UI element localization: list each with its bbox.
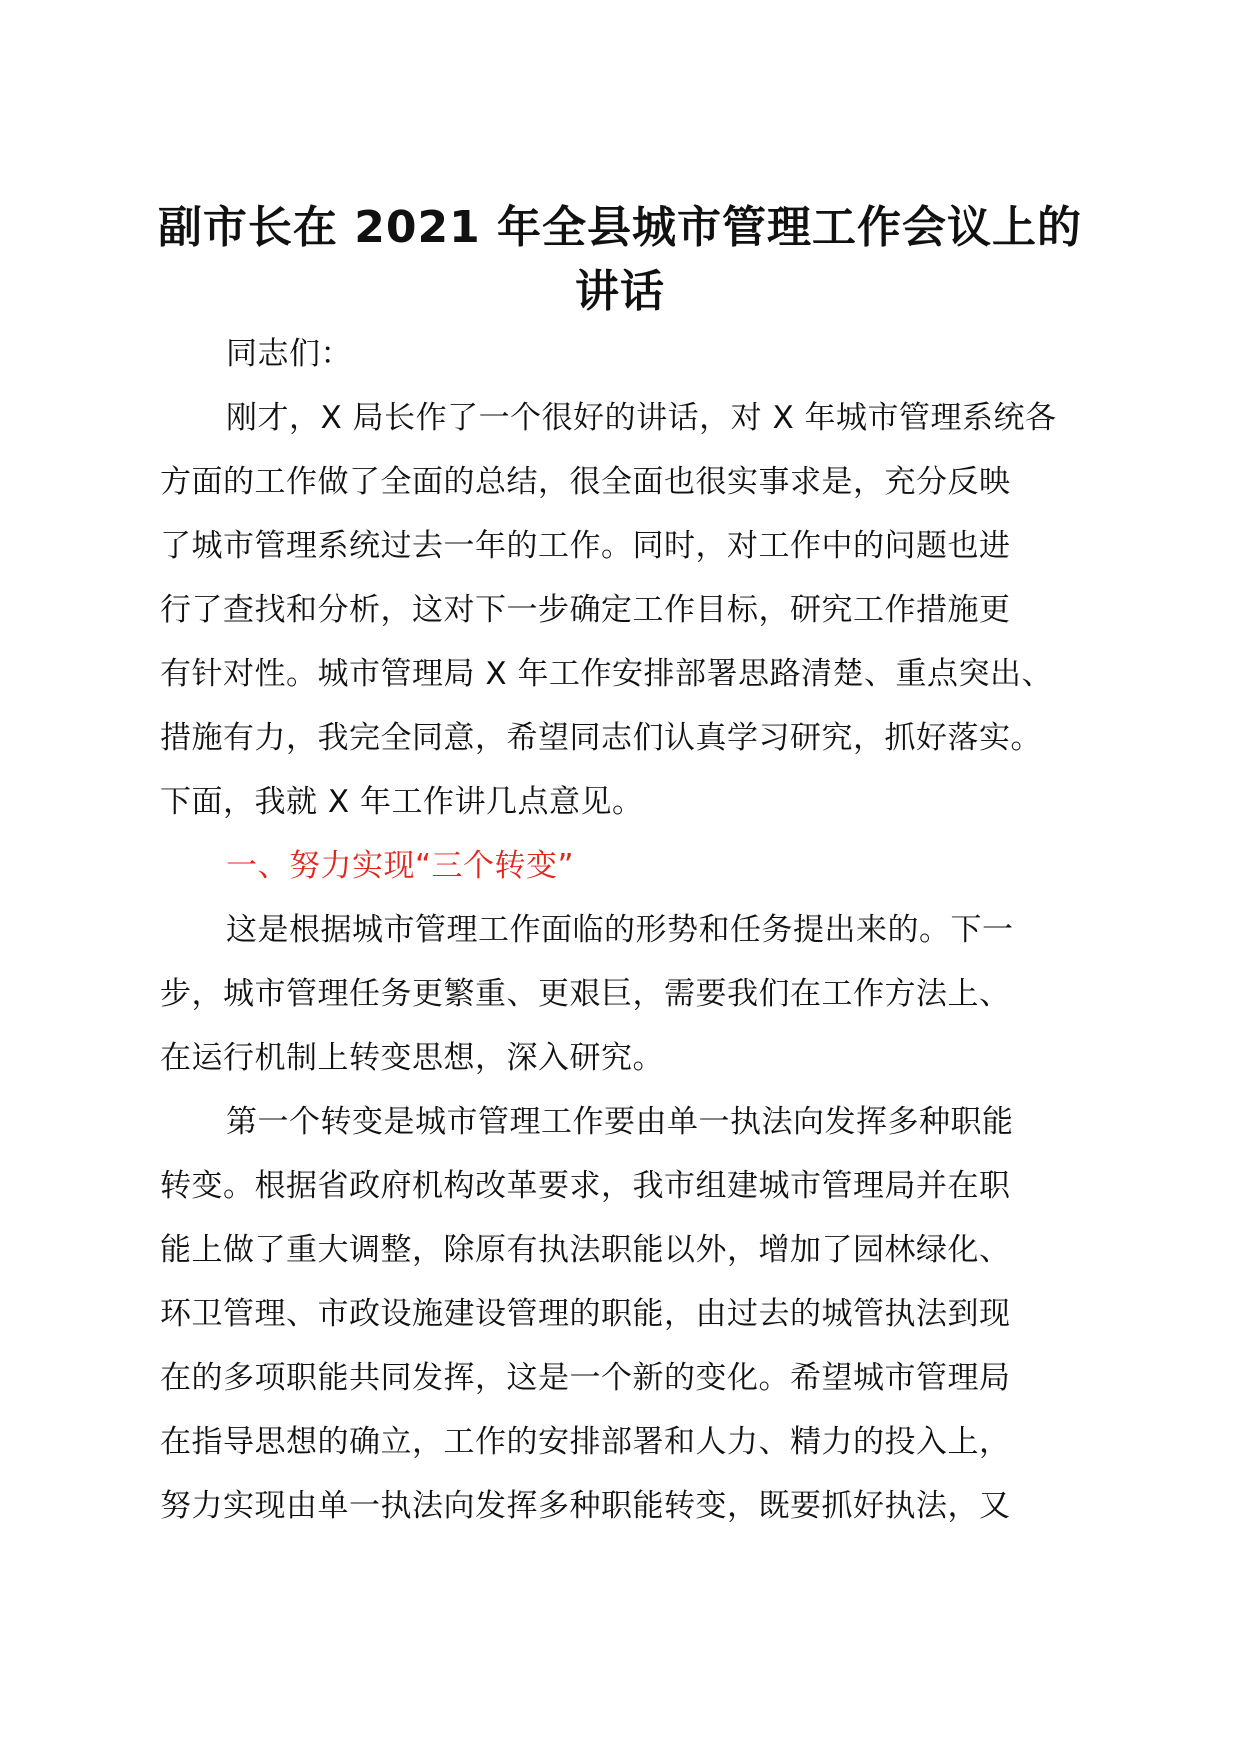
paragraph-line: 措施有力，我完全同意，希望同志们认真学习研究，抓好落实。 bbox=[160, 720, 1042, 756]
paragraph-line: 在指导思想的确立，工作的安排部署和人力、精力的投入上， bbox=[160, 1424, 1011, 1460]
paragraph-first-change bbox=[160, 1090, 1090, 1538]
paragraph-line: 行了查找和分析，这对下一步确定工作目标，研究工作措施更 bbox=[160, 592, 1011, 628]
document-title-line-1: 副市长在 2021 年全县城市管理工作会议上的 bbox=[157, 202, 1083, 253]
paragraph-line: 有针对性。城市管理局 X 年工作安排部署思路清楚、重点突出、 bbox=[160, 656, 1053, 692]
paragraph-line: 方面的工作做了全面的总结，很全面也很实事求是，充分反映 bbox=[160, 464, 1011, 500]
paragraph-line: 下面，我就 X 年工作讲几点意见。 bbox=[160, 784, 644, 820]
paragraph-line: 在的多项职能共同发挥，这是一个新的变化。希望城市管理局 bbox=[160, 1360, 1011, 1396]
paragraph-line: 努力实现由单一执法向发挥多种职能转变，既要抓好执法，又 bbox=[160, 1488, 1011, 1524]
paragraph-context bbox=[160, 898, 1090, 1090]
paragraph-line: 刚才，X 局长作了一个很好的讲话，对 X 年城市管理系统各 bbox=[226, 400, 1057, 436]
paragraph-intro bbox=[160, 386, 1090, 834]
paragraph-line: 了城市管理系统过去一年的工作。同时，对工作中的问题也进 bbox=[160, 528, 1011, 564]
section-heading-text: 一、努力实现“三个转变” bbox=[226, 848, 575, 884]
paragraph-line: 第一个转变是城市管理工作要由单一执法向发挥多种职能 bbox=[226, 1104, 1014, 1140]
paragraph-line: 在运行机制上转变思想，深入研究。 bbox=[160, 1040, 664, 1076]
paragraph-line: 能上做了重大调整，除原有执法职能以外，增加了园林绿化、 bbox=[160, 1232, 1011, 1268]
paragraph-line: 这是根据城市管理工作面临的形势和任务提出来的。下一 bbox=[226, 912, 1014, 948]
document-title-line-2: 讲话 bbox=[575, 266, 665, 317]
paragraph-line: 转变。根据省政府机构改革要求，我市组建城市管理局并在职 bbox=[160, 1168, 1011, 1204]
salutation bbox=[160, 322, 1090, 386]
paragraph-line: 环卫管理、市政设施建设管理的职能，由过去的城管执法到现 bbox=[160, 1296, 1011, 1332]
salutation-text: 同志们： bbox=[226, 336, 352, 372]
section-heading bbox=[160, 834, 1090, 898]
paragraph-line: 步，城市管理任务更繁重、更艰巨，需要我们在工作方法上、 bbox=[160, 976, 1011, 1012]
